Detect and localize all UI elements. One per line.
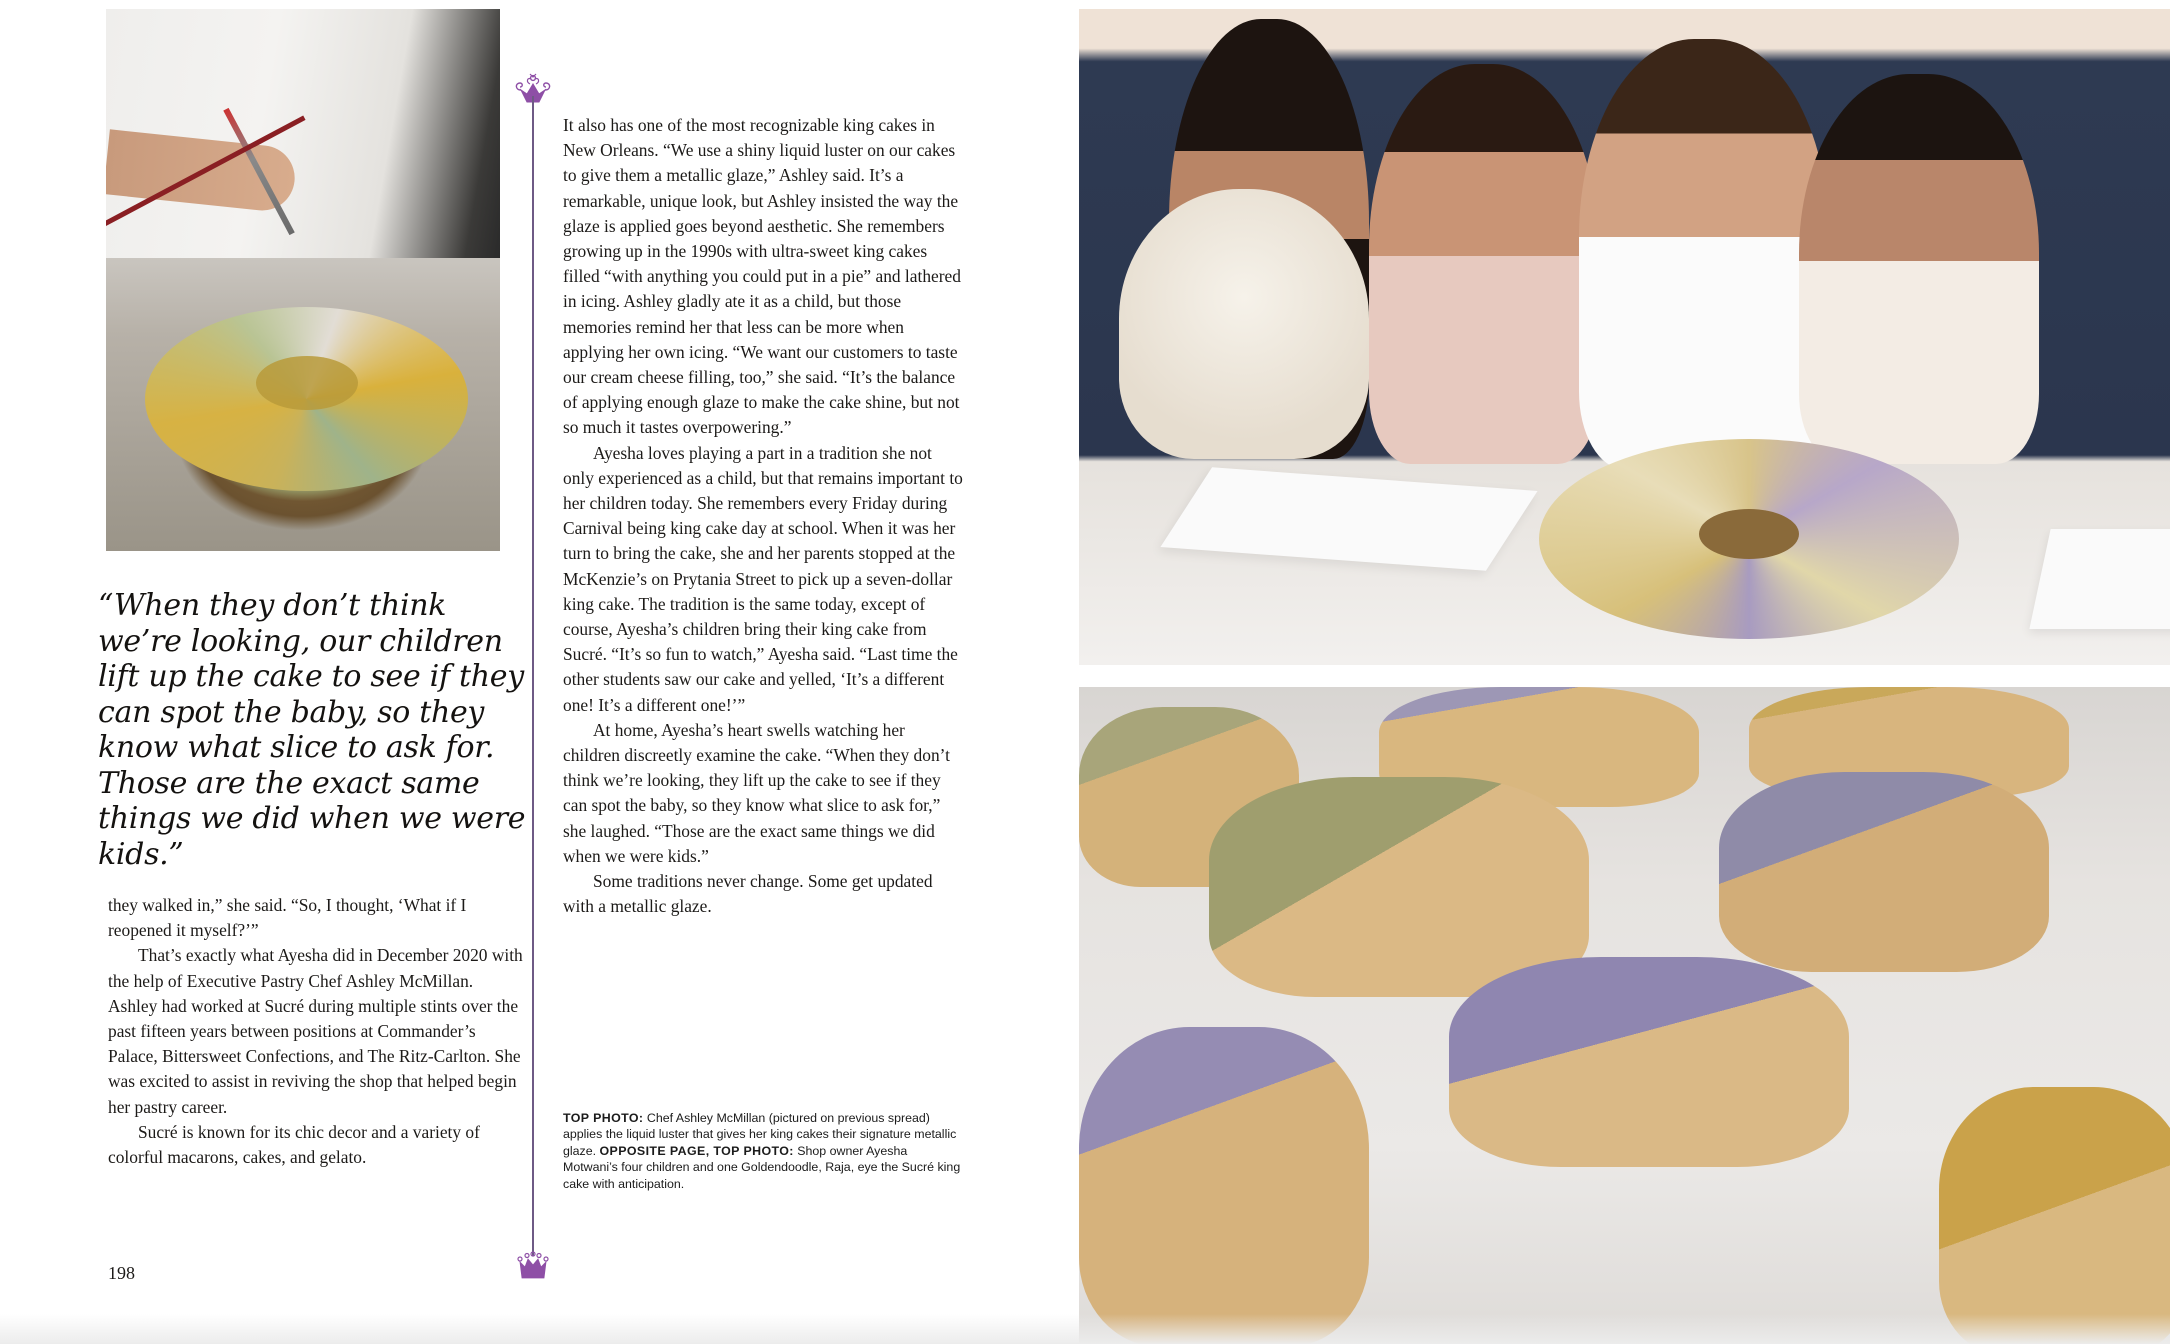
pull-quote: “When they don’t think we’re looking, our children lift up the cake to see if they can spot the baby, so they know what slice to ask for. Those are the exact same things we did when we were kids.” — [98, 588, 526, 872]
cake-slice — [1079, 1027, 1369, 1344]
goldendoodle-dog — [1119, 189, 1369, 459]
cake-slice — [1719, 772, 2049, 972]
page-shadow — [0, 1314, 2170, 1344]
paragraph: Sucré is known for its chic decor and a variety of colorful macarons, cakes, and gelato. — [108, 1121, 480, 1168]
chef-shirt — [106, 9, 500, 258]
column-divider — [532, 96, 534, 1256]
caption-text: Chef Ashley McMillan (pictured on previous spread) applies the liquid luster that gives her king cakes their signature metallic glaze. — [563, 1111, 957, 1158]
paragraph: Ayesha loves playing a part in a tradition she not only experienced as a child, but that remains important to her children today. She remembers every Friday during Carnival being king cake day at school. When it was her turn to bring the cake, she and her parents stopped at the McKenzie’s on Prytania Street to pick up a seven-dollar king cake. The tradition is the same today, except of course, Ayesha’s children bring their king cake from Sucré. “It’s so fun to watch,” Ayesha said. “Last time the other students saw our cake and yelled, ‘It’s a different one! It’s a different one!’” — [563, 442, 963, 715]
page-number: 198 — [108, 1263, 135, 1283]
photo-children-with-king-cake — [1079, 9, 2170, 665]
caption-text: Shop owner Ayesha Motwani’s four children and one Goldendoodle, Raja, eye the Sucré king cake with anticipation. — [563, 1143, 961, 1191]
king-cake-center — [256, 356, 358, 410]
king-cake-center — [1699, 509, 1799, 559]
cake-slice — [1939, 1087, 2170, 1344]
crown-icon — [517, 1250, 549, 1280]
caption-label: OPPOSITE PAGE, TOP PHOTO: — [599, 1143, 794, 1158]
child-figure — [1579, 39, 1829, 469]
caption-label: TOP PHOTO: — [563, 1111, 644, 1125]
child-figure — [1799, 74, 2039, 464]
paragraph: At home, Ayesha’s heart swells watching her children discreetly examine the cake. “When they don’t think we’re looking, they lift up the cake to see if they can spot the baby, so they know what slice to ask for,” she laughed. “Those are the exact same things we did when we were kids.” — [563, 719, 950, 866]
child-figure — [1369, 64, 1599, 464]
paragraph: Some traditions never change. Some get updated with a metallic glaze. — [563, 871, 933, 917]
white-plate — [2029, 529, 2170, 629]
body-column-left — [108, 893, 523, 1170]
white-plate — [1160, 467, 1537, 571]
photo-king-cake-slices — [1079, 687, 2170, 1344]
paragraph: It also has one of the most recognizable king cakes in New Orleans. “We use a shiny liquid luster on our cakes to give them a metallic glaze,” Ashley said. It’s a remarkable, unique look, but Ashley insisted the way the glaze is applied goes beyond aesthetic. She remembers growing up in the 1990s with ultra-sweet king cakes filled “with anything you could put in a pie” and lathered in icing. Ashley gladly ate it as a child, but those memories remind her that less can be more when applying her own icing. “We want our customers to taste our cream cheese filling, too,” she said. “It’s the balance of applying enough glaze to make the cake shine, but not so much it tastes overpowering.” — [563, 115, 961, 438]
paragraph: That’s exactly what Ayesha did in December 2020 with the help of Executive Pastry Chef Ashley McMillan. Ashley had worked at Sucré during multiple stints over the past fifteen years between positions at Commander’s Palace, Bittersweet Confections, and The Ritz-Carlton. She was excited to assist in reviving the shop that helped begin her pastry career. — [108, 945, 523, 1117]
photo-caption — [563, 1110, 963, 1192]
body-column-middle — [563, 113, 963, 920]
paragraph: they walked in,” she said. “So, I thought, ‘What if I reopened it myself?’” — [108, 895, 467, 941]
cake-slice — [1209, 777, 1589, 997]
photo-chef-airbrushing-king-cake — [106, 9, 500, 551]
cake-slice — [1449, 957, 1849, 1167]
